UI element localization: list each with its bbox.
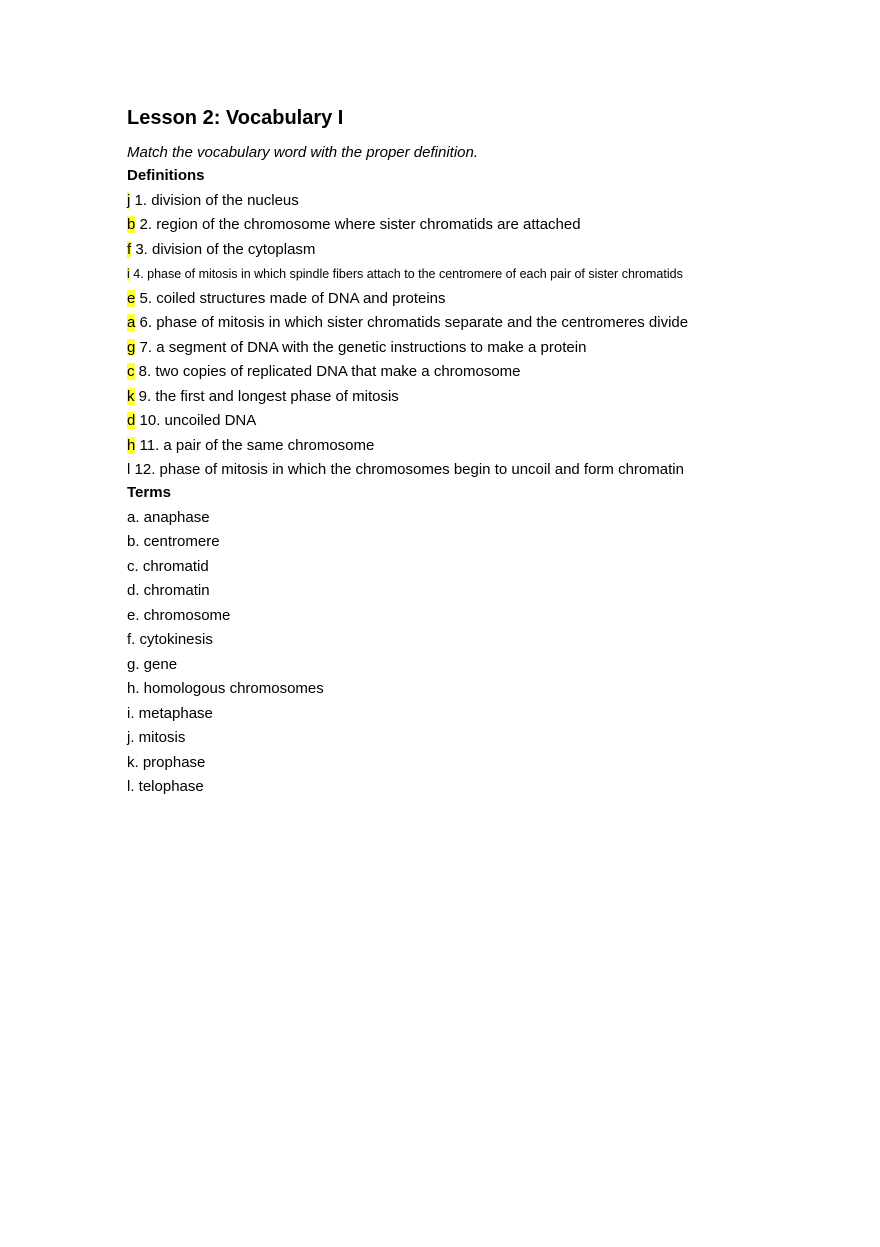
instructions: Match the vocabulary word with the proper definition. xyxy=(127,144,479,161)
definitions-heading: Definitions xyxy=(127,167,205,184)
definition-item xyxy=(127,265,847,283)
terms-heading: Terms xyxy=(127,484,171,501)
answer-highlight: j xyxy=(127,191,131,209)
answer-highlight: d xyxy=(127,412,136,429)
definition-text: 11. a pair of the same chromosome xyxy=(135,436,375,454)
definition-item xyxy=(127,290,847,308)
term-item: i. metaphase xyxy=(127,704,213,722)
answer-highlight: f xyxy=(127,240,132,258)
answer-highlight: k xyxy=(127,387,135,405)
answer-highlight: e xyxy=(127,289,136,307)
term-item: l. telophase xyxy=(127,778,204,795)
definition-text: 12. phase of mitosis in which the chromosomes begin to uncoil and form chromatin xyxy=(130,461,684,478)
page-title: Lesson 2: Vocabulary I xyxy=(127,107,344,129)
term-item: h. homologous chromosomes xyxy=(127,680,324,697)
definition-item xyxy=(127,241,847,259)
definition-item xyxy=(127,216,847,234)
term-item: j. mitosis xyxy=(127,729,186,746)
definition-text: 8. two copies of replicated DNA that make a chromosome xyxy=(134,363,521,380)
definition-text: 2. region of the chromosome where sister chromatids are attached xyxy=(135,216,581,233)
definition-item xyxy=(127,314,847,332)
terms-list xyxy=(127,509,847,797)
term-item: c. chromatid xyxy=(127,557,209,575)
answer-highlight: i xyxy=(127,267,130,281)
definition-text: 10. uncoiled DNA xyxy=(135,412,257,429)
definition-item xyxy=(127,437,847,455)
definition-item xyxy=(127,388,847,406)
term-item: f. cytokinesis xyxy=(127,631,213,648)
term-item: a. anaphase xyxy=(127,508,210,526)
answer-highlight: h xyxy=(127,436,136,454)
definition-text: 1. division of the nucleus xyxy=(130,191,299,209)
term-item: k. prophase xyxy=(127,753,206,771)
answer-highlight: b xyxy=(127,216,136,233)
definition-text: 4. phase of mitosis in which spindle fibers attach to the centromere of each pair of sister chromatids xyxy=(129,267,683,281)
worksheet-page xyxy=(127,104,847,796)
definition-text: 5. coiled structures made of DNA and proteins xyxy=(135,289,446,307)
term-item: d. chromatin xyxy=(127,582,210,599)
definition-item xyxy=(127,461,847,479)
definition-item xyxy=(127,412,847,430)
definition-text: 7. a segment of DNA with the genetic instructions to make a protein xyxy=(135,338,587,356)
term-item: e. chromosome xyxy=(127,606,231,624)
definition-text: 3. division of the cytoplasm xyxy=(131,240,316,258)
answer-highlight: g xyxy=(127,338,136,356)
definition-text: 6. phase of mitosis in which sister chromatids separate and the centromeres divide xyxy=(135,314,689,331)
definitions-list xyxy=(127,192,847,480)
definition-item xyxy=(127,339,847,357)
definition-item xyxy=(127,363,847,381)
definition-text: 9. the first and longest phase of mitosis xyxy=(134,387,399,405)
term-item: g. gene xyxy=(127,655,178,673)
answer-highlight: c xyxy=(127,363,135,380)
answer-highlight: a xyxy=(127,314,136,331)
term-item: b. centromere xyxy=(127,533,220,550)
answer-highlight: l xyxy=(127,461,131,478)
definition-item xyxy=(127,192,847,210)
